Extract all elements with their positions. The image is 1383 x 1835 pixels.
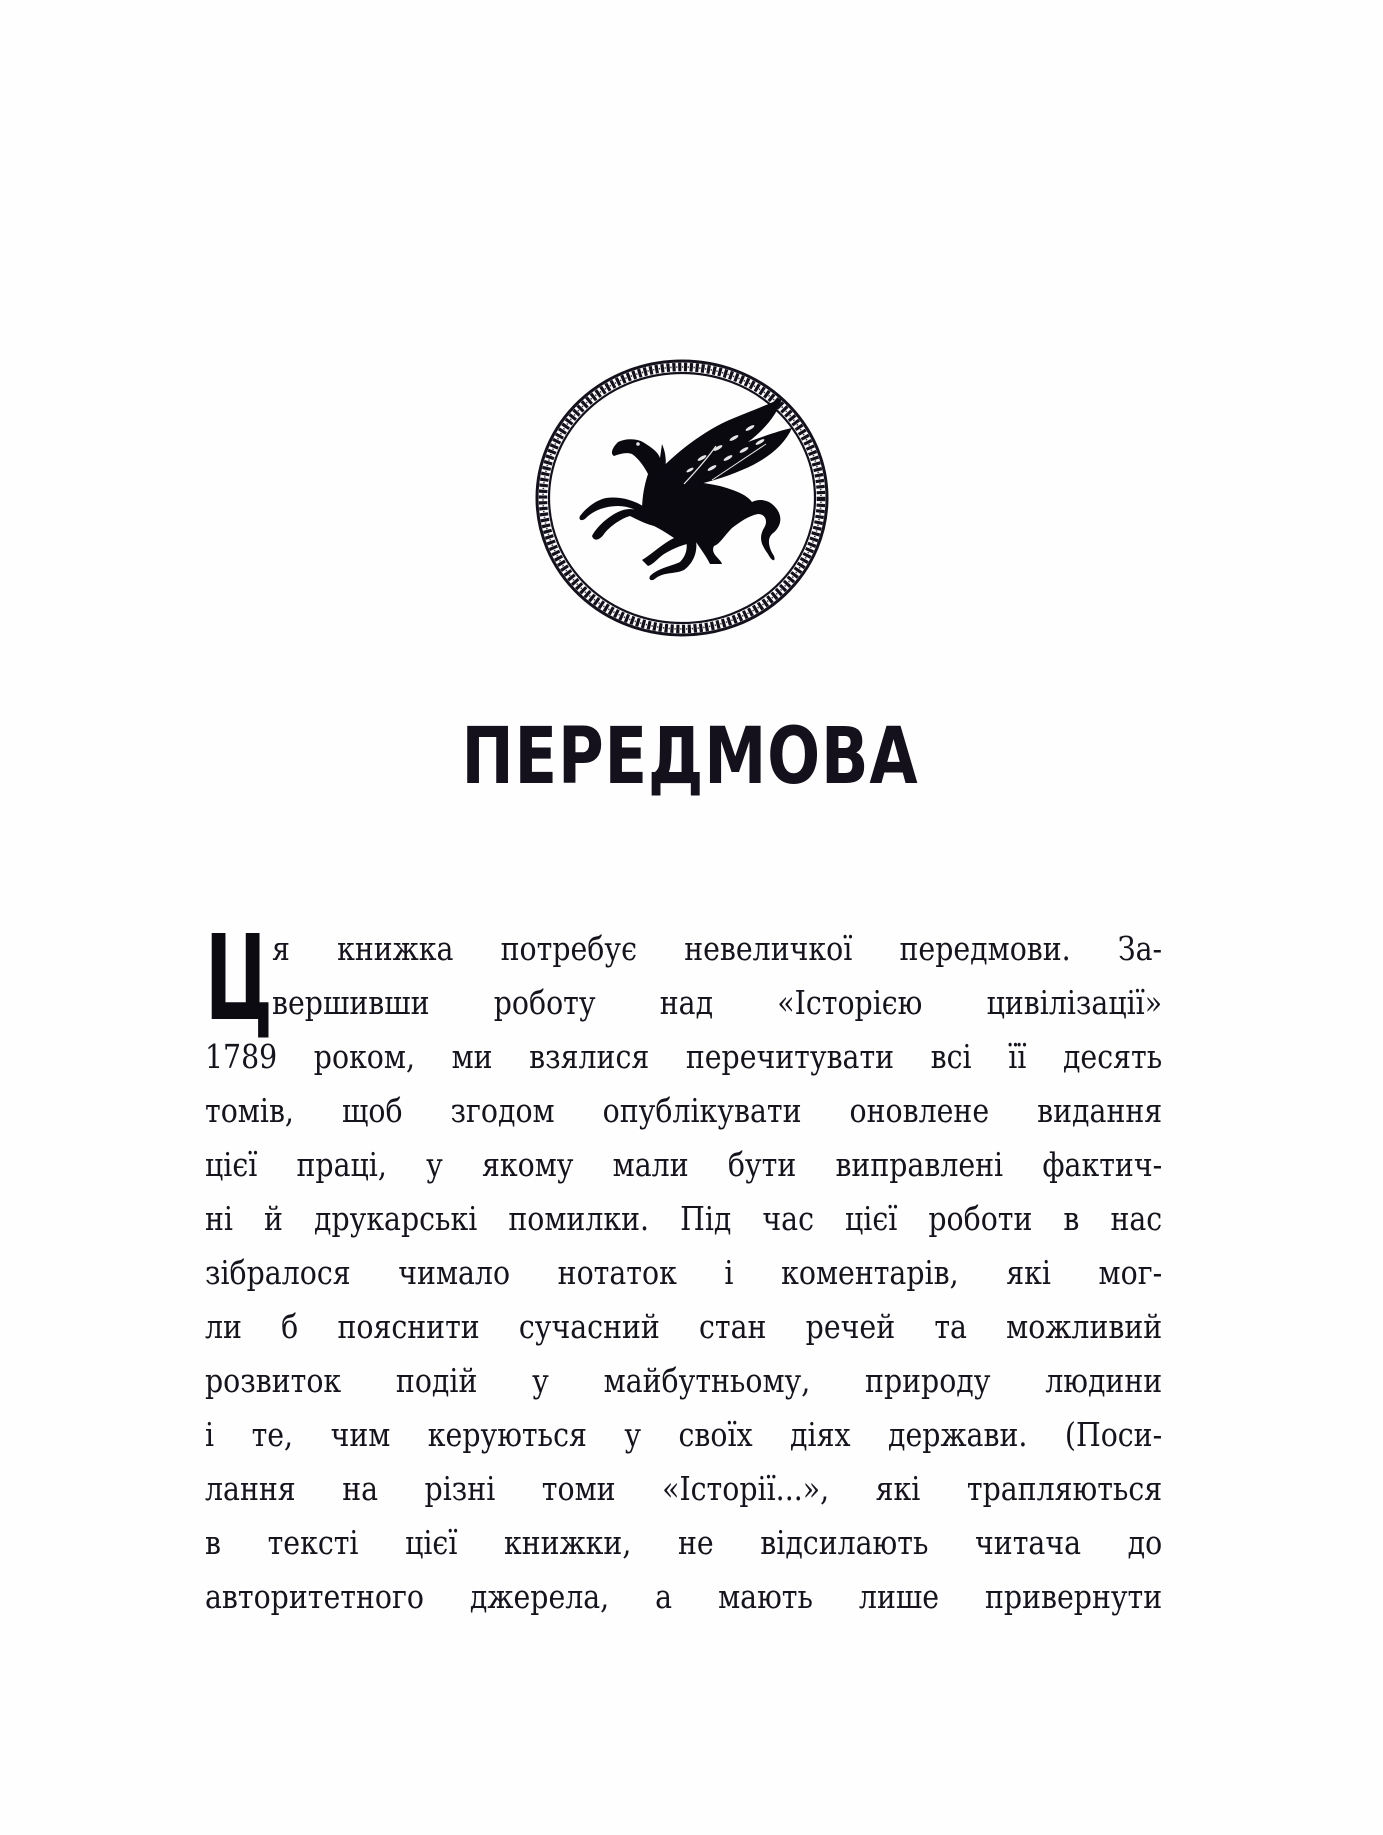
text-line: лання на різні томи «Історії...», які трапляються [205,1469,1163,1508]
page-title: ПЕРЕДМОВА [461,712,919,802]
text-line: томів, щоб згодом опублікувати оновлене видання [205,1091,1163,1130]
text-line: ли б пояснити сучасний стан речей та можливий [205,1307,1163,1346]
text-line: я книжка потребує невеличкої передмови. За- [272,929,1163,968]
text-line: 1789 роком, ми взялися перечитувати всі її десять [205,1037,1163,1076]
text-line: вершивши роботу над «Історією цивілізації» [272,983,1163,1022]
text-line: розвиток подій у майбутньому, природу людини [205,1361,1163,1400]
text-line: в тексті цієї книжки, не відсилають читача до [205,1523,1163,1562]
preface-paragraph [205,909,1163,1624]
drop-cap: Ц [205,909,273,1047]
text-line: ні й друкарські помилки. Під час цієї роботи в нас [205,1199,1163,1238]
text-line: авторитетного джерела, а мають лише привернути [205,1577,1163,1616]
text-line: зібралося чимало нотаток і коментарів, які мог- [205,1253,1163,1292]
text-line: цієї праці, у якому мали бути виправлені фактич- [205,1145,1163,1184]
pegasus-medallion-icon [534,358,830,638]
text-line: і те, чим керуються у своїх діях держави. (Поси- [205,1415,1163,1454]
